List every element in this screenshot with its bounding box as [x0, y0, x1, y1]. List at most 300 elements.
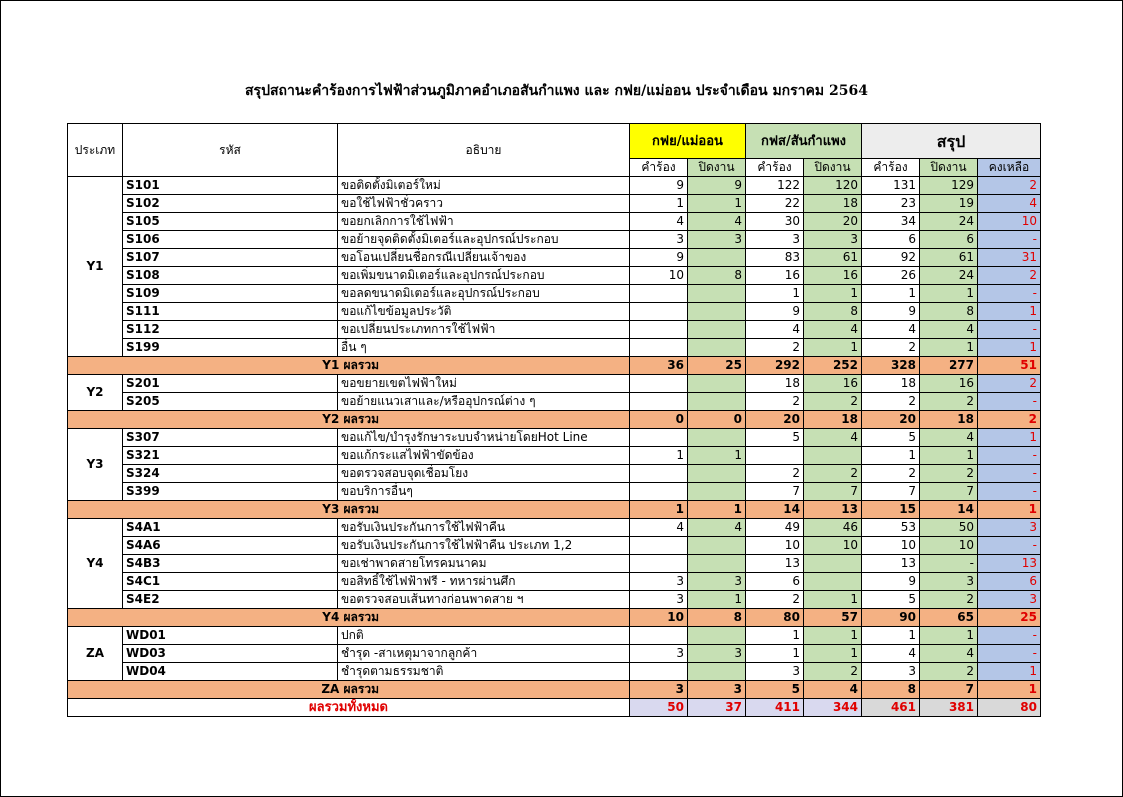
- row-value: -: [978, 537, 1041, 555]
- row-value: [630, 393, 688, 411]
- row-value: 61: [804, 249, 862, 267]
- grand-total-value: 461: [862, 699, 920, 717]
- header-closed: ปิดงาน: [920, 159, 978, 177]
- subtotal-value: 57: [804, 609, 862, 627]
- row-value: 2: [746, 465, 804, 483]
- row-value: 4: [920, 429, 978, 447]
- row-code: S106: [123, 231, 338, 249]
- header-office2: กฟส/สันกำแพง: [746, 124, 862, 159]
- row-value: 2: [746, 339, 804, 357]
- row-description: ขอย้ายแนวเสาและ/หรืออุปกรณ์ต่าง ๆ: [338, 393, 630, 411]
- row-value: 2: [804, 663, 862, 681]
- row-value: 16: [804, 267, 862, 285]
- row-value: [630, 429, 688, 447]
- table-row: [68, 177, 1041, 195]
- row-value: 1: [688, 447, 746, 465]
- row-value: 3: [688, 645, 746, 663]
- row-value: -: [978, 447, 1041, 465]
- row-value: 4: [804, 429, 862, 447]
- row-value: 131: [862, 177, 920, 195]
- row-value: [630, 339, 688, 357]
- grand-total-value: 80: [978, 699, 1041, 717]
- row-code: S321: [123, 447, 338, 465]
- row-description: ขอเช่าพาดสายโทรคมนาคม: [338, 555, 630, 573]
- row-value: [688, 375, 746, 393]
- row-description: ขอแก้ไขข้อมูลประวัติ: [338, 303, 630, 321]
- row-value: 46: [804, 519, 862, 537]
- row-value: 16: [920, 375, 978, 393]
- header-code: รหัส: [123, 124, 338, 177]
- table-row: [68, 663, 1041, 681]
- row-value: -: [978, 627, 1041, 645]
- subtotal-value: 0: [688, 411, 746, 429]
- row-code: WD03: [123, 645, 338, 663]
- table-row: [68, 321, 1041, 339]
- row-description: ขอลดขนาดมิเตอร์และอุปกรณ์ประกอบ: [338, 285, 630, 303]
- row-value: [630, 303, 688, 321]
- report-title: สรุปสถานะคำร้องการไฟฟ้าส่วนภูมิภาคอำเภอสันกำแพง และ กฟย/แม่ออน ประจำเดือน มกราคม 2564: [245, 83, 868, 99]
- row-value: 50: [920, 519, 978, 537]
- row-value: 1: [862, 447, 920, 465]
- row-code: WD04: [123, 663, 338, 681]
- row-value: [630, 483, 688, 501]
- row-value: 2: [978, 375, 1041, 393]
- row-value: 9: [862, 303, 920, 321]
- table-row: [68, 375, 1041, 393]
- row-value: 2: [804, 465, 862, 483]
- table-row: [68, 519, 1041, 537]
- row-code: S324: [123, 465, 338, 483]
- table-row: [68, 339, 1041, 357]
- group-label: Y2: [68, 375, 123, 411]
- row-description: ขอแก้กระแสไฟฟ้าขัดข้อง: [338, 447, 630, 465]
- subtotal-value: 4: [804, 681, 862, 699]
- subtotal-value: 13: [804, 501, 862, 519]
- summary-table: [67, 123, 1041, 717]
- row-value: 18: [862, 375, 920, 393]
- row-code: S201: [123, 375, 338, 393]
- row-value: 2: [804, 393, 862, 411]
- subtotal-value: 252: [804, 357, 862, 375]
- row-value: 3: [862, 663, 920, 681]
- header-type: ประเภท: [68, 124, 123, 177]
- row-value: 1: [978, 303, 1041, 321]
- row-code: S107: [123, 249, 338, 267]
- row-code: S4C1: [123, 573, 338, 591]
- table-row: [68, 195, 1041, 213]
- row-value: 3: [630, 645, 688, 663]
- row-code: S4A6: [123, 537, 338, 555]
- subtotal-label: Y2 ผลรวม: [68, 411, 630, 429]
- row-code: S105: [123, 213, 338, 231]
- row-value: [630, 555, 688, 573]
- row-value: 1: [804, 627, 862, 645]
- row-value: [688, 339, 746, 357]
- row-code: S109: [123, 285, 338, 303]
- table-row: [68, 231, 1041, 249]
- row-description: ขอรับเงินประกันการใช้ไฟฟ้าคืน ประเภท 1,2: [338, 537, 630, 555]
- subtotal-value: 51: [978, 357, 1041, 375]
- row-value: 2: [862, 339, 920, 357]
- subtotal-value: 1: [978, 501, 1041, 519]
- subtotal-value: 15: [862, 501, 920, 519]
- header-req: คำร้อง: [746, 159, 804, 177]
- row-value: 13: [978, 555, 1041, 573]
- row-value: 129: [920, 177, 978, 195]
- subtotal-value: 1: [630, 501, 688, 519]
- header-office1: กฟย/แม่ออน: [630, 124, 746, 159]
- table-row: [68, 285, 1041, 303]
- row-value: 10: [630, 267, 688, 285]
- row-value: 2: [920, 663, 978, 681]
- row-value: 24: [920, 267, 978, 285]
- row-value: 4: [920, 321, 978, 339]
- row-value: 1: [978, 663, 1041, 681]
- row-value: 1: [630, 447, 688, 465]
- row-value: 22: [746, 195, 804, 213]
- subtotal-label: Y4 ผลรวม: [68, 609, 630, 627]
- row-description: ขอยกเลิกการใช้ไฟฟ้า: [338, 213, 630, 231]
- row-description: ขอรับเงินประกันการใช้ไฟฟ้าคืน: [338, 519, 630, 537]
- row-value: 5: [862, 429, 920, 447]
- row-value: 3: [630, 573, 688, 591]
- row-value: 2: [746, 591, 804, 609]
- row-value: 1: [920, 339, 978, 357]
- row-value: 4: [688, 213, 746, 231]
- row-value: 4: [630, 213, 688, 231]
- subtotal-value: 3: [688, 681, 746, 699]
- row-description: อื่น ๆ: [338, 339, 630, 357]
- row-value: 1: [746, 645, 804, 663]
- row-description: ขอบริการอื่นๆ: [338, 483, 630, 501]
- row-value: 16: [804, 375, 862, 393]
- row-value: 1: [746, 627, 804, 645]
- row-description: ขอเพิ่มขนาดมิเตอร์และอุปกรณ์ประกอบ: [338, 267, 630, 285]
- row-value: 4: [630, 519, 688, 537]
- subtotal-value: 8: [862, 681, 920, 699]
- subtotal-value: 14: [746, 501, 804, 519]
- row-description: ขอแก้ไข/บำรุงรักษาระบบจำหน่ายโดยHot Line: [338, 429, 630, 447]
- row-value: 4: [688, 519, 746, 537]
- row-value: 23: [862, 195, 920, 213]
- subtotal-row: [68, 681, 1041, 699]
- row-value: -: [978, 231, 1041, 249]
- row-value: 1: [688, 591, 746, 609]
- row-description: ขอเปลี่ยนประเภทการใช้ไฟฟ้า: [338, 321, 630, 339]
- row-code: S205: [123, 393, 338, 411]
- row-value: [630, 285, 688, 303]
- row-code: S399: [123, 483, 338, 501]
- row-value: [630, 537, 688, 555]
- header-desc: อธิบาย: [338, 124, 630, 177]
- grand-total-value: 50: [630, 699, 688, 717]
- row-value: [804, 573, 862, 591]
- row-description: ชำรุด -สาเหตุมาจากลูกค้า: [338, 645, 630, 663]
- subtotal-value: 1: [688, 501, 746, 519]
- row-value: 3: [746, 663, 804, 681]
- row-value: 92: [862, 249, 920, 267]
- row-value: 26: [862, 267, 920, 285]
- row-value: 8: [920, 303, 978, 321]
- subtotal-label: Y3 ผลรวม: [68, 501, 630, 519]
- subtotal-row: [68, 411, 1041, 429]
- table-row: [68, 555, 1041, 573]
- row-value: 6: [920, 231, 978, 249]
- subtotal-value: 10: [630, 609, 688, 627]
- subtotal-value: 20: [746, 411, 804, 429]
- row-value: -: [978, 483, 1041, 501]
- table-row: [68, 429, 1041, 447]
- row-value: 1: [804, 339, 862, 357]
- row-value: 3: [920, 573, 978, 591]
- row-value: 2: [978, 267, 1041, 285]
- row-description: ขอย้ายจุดติดตั้งมิเตอร์และอุปกรณ์ประกอบ: [338, 231, 630, 249]
- subtotal-value: 14: [920, 501, 978, 519]
- row-value: 61: [920, 249, 978, 267]
- row-description: ชำรุดตามธรรมชาติ: [338, 663, 630, 681]
- row-value: 2: [920, 465, 978, 483]
- row-value: 1: [920, 627, 978, 645]
- row-value: 4: [862, 645, 920, 663]
- row-value: 1: [920, 447, 978, 465]
- row-code: S4A1: [123, 519, 338, 537]
- row-code: S102: [123, 195, 338, 213]
- row-value: 30: [746, 213, 804, 231]
- row-value: 18: [804, 195, 862, 213]
- row-value: 3: [804, 231, 862, 249]
- row-value: [688, 537, 746, 555]
- row-description: ขอติดตั้งมิเตอร์ใหม่: [338, 177, 630, 195]
- row-code: S108: [123, 267, 338, 285]
- row-value: 19: [920, 195, 978, 213]
- grand-total-value: 344: [804, 699, 862, 717]
- row-code: S112: [123, 321, 338, 339]
- row-value: 9: [688, 177, 746, 195]
- row-value: 1: [746, 285, 804, 303]
- row-value: -: [978, 645, 1041, 663]
- row-value: 3: [630, 591, 688, 609]
- row-value: [630, 663, 688, 681]
- row-code: S4E2: [123, 591, 338, 609]
- subtotal-value: 25: [978, 609, 1041, 627]
- row-value: 8: [804, 303, 862, 321]
- row-value: [688, 627, 746, 645]
- row-value: 7: [804, 483, 862, 501]
- row-value: [688, 465, 746, 483]
- subtotal-value: 8: [688, 609, 746, 627]
- row-value: 9: [630, 177, 688, 195]
- row-value: 1: [978, 429, 1041, 447]
- subtotal-row: [68, 357, 1041, 375]
- row-value: 7: [862, 483, 920, 501]
- table-row: [68, 249, 1041, 267]
- row-value: 1: [804, 591, 862, 609]
- row-value: 1: [862, 285, 920, 303]
- row-value: [804, 555, 862, 573]
- subtotal-label: ZA ผลรวม: [68, 681, 630, 699]
- subtotal-value: 18: [920, 411, 978, 429]
- row-description: ปกติ: [338, 627, 630, 645]
- row-value: 10: [862, 537, 920, 555]
- header-summary: สรุป: [862, 124, 1041, 159]
- grand-total-label: ผลรวมทั้งหมด: [68, 699, 630, 717]
- row-code: S101: [123, 177, 338, 195]
- row-value: 4: [804, 321, 862, 339]
- row-value: 2: [862, 465, 920, 483]
- row-value: 7: [920, 483, 978, 501]
- row-value: 1: [804, 285, 862, 303]
- header-closed: ปิดงาน: [804, 159, 862, 177]
- row-value: 3: [630, 231, 688, 249]
- row-value: 4: [920, 645, 978, 663]
- row-value: 3: [688, 231, 746, 249]
- row-value: 1: [920, 285, 978, 303]
- header-closed: ปิดงาน: [688, 159, 746, 177]
- row-value: 3: [688, 573, 746, 591]
- row-value: 8: [688, 267, 746, 285]
- group-label: Y3: [68, 429, 123, 501]
- row-value: [688, 249, 746, 267]
- group-label: ZA: [68, 627, 123, 681]
- row-value: [688, 303, 746, 321]
- row-value: 13: [862, 555, 920, 573]
- row-value: 4: [746, 321, 804, 339]
- header-req: คำร้อง: [630, 159, 688, 177]
- row-value: 3: [978, 519, 1041, 537]
- row-value: [688, 663, 746, 681]
- subtotal-value: 90: [862, 609, 920, 627]
- row-code: S307: [123, 429, 338, 447]
- row-value: 10: [804, 537, 862, 555]
- row-value: 9: [862, 573, 920, 591]
- row-code: S111: [123, 303, 338, 321]
- subtotal-value: 20: [862, 411, 920, 429]
- table-row: [68, 213, 1041, 231]
- row-value: 6: [978, 573, 1041, 591]
- row-value: 13: [746, 555, 804, 573]
- table-row: [68, 465, 1041, 483]
- subtotal-label: Y1 ผลรวม: [68, 357, 630, 375]
- row-value: 2: [862, 393, 920, 411]
- row-code: WD01: [123, 627, 338, 645]
- row-value: 1: [630, 195, 688, 213]
- header-req: คำร้อง: [862, 159, 920, 177]
- row-value: [688, 285, 746, 303]
- row-description: ขอขยายเขตไฟฟ้าใหม่: [338, 375, 630, 393]
- table-row: [68, 573, 1041, 591]
- row-value: -: [978, 465, 1041, 483]
- row-value: 53: [862, 519, 920, 537]
- row-value: 7: [746, 483, 804, 501]
- table-row: [68, 303, 1041, 321]
- subtotal-value: 7: [920, 681, 978, 699]
- row-code: S4B3: [123, 555, 338, 573]
- row-value: [630, 465, 688, 483]
- subtotal-value: 328: [862, 357, 920, 375]
- grand-total-row: [68, 699, 1041, 717]
- row-value: 16: [746, 267, 804, 285]
- row-value: 2: [920, 591, 978, 609]
- row-value: 9: [746, 303, 804, 321]
- row-value: 6: [746, 573, 804, 591]
- row-value: 10: [978, 213, 1041, 231]
- row-value: 1: [688, 195, 746, 213]
- subtotal-value: 5: [746, 681, 804, 699]
- table-row: [68, 447, 1041, 465]
- group-label: Y4: [68, 519, 123, 609]
- row-value: 10: [920, 537, 978, 555]
- subtotal-value: 80: [746, 609, 804, 627]
- row-value: [630, 375, 688, 393]
- table-row: [68, 537, 1041, 555]
- row-value: [688, 555, 746, 573]
- subtotal-value: 292: [746, 357, 804, 375]
- table-row: [68, 591, 1041, 609]
- row-value: [630, 627, 688, 645]
- row-value: [688, 483, 746, 501]
- table-row: [68, 267, 1041, 285]
- row-value: 83: [746, 249, 804, 267]
- row-value: 4: [862, 321, 920, 339]
- subtotal-value: 25: [688, 357, 746, 375]
- row-value: 3: [978, 591, 1041, 609]
- row-value: 10: [746, 537, 804, 555]
- grand-total-value: 381: [920, 699, 978, 717]
- subtotal-value: 1: [978, 681, 1041, 699]
- group-label: Y1: [68, 177, 123, 357]
- row-description: ขอสิทธิ์ใช้ไฟฟ้าฟรี - ทหารผ่านศึก: [338, 573, 630, 591]
- row-value: 18: [746, 375, 804, 393]
- row-value: 2: [978, 177, 1041, 195]
- row-value: 3: [746, 231, 804, 249]
- row-value: 9: [630, 249, 688, 267]
- table-row: [68, 627, 1041, 645]
- row-code: S199: [123, 339, 338, 357]
- table-row: [68, 483, 1041, 501]
- row-description: ขอใช้ไฟฟ้าชั่วคราว: [338, 195, 630, 213]
- table-row: [68, 393, 1041, 411]
- subtotal-row: [68, 501, 1041, 519]
- row-value: 5: [746, 429, 804, 447]
- grand-total-value: 37: [688, 699, 746, 717]
- row-value: 5: [862, 591, 920, 609]
- table-row: [68, 645, 1041, 663]
- row-value: 120: [804, 177, 862, 195]
- row-value: [688, 429, 746, 447]
- subtotal-value: 277: [920, 357, 978, 375]
- row-description: ขอตรวจสอบจุดเชื่อมโยง: [338, 465, 630, 483]
- row-value: 34: [862, 213, 920, 231]
- subtotal-value: 0: [630, 411, 688, 429]
- subtotal-value: 18: [804, 411, 862, 429]
- row-value: [630, 321, 688, 339]
- header-remain: คงเหลือ: [978, 159, 1041, 177]
- row-value: 49: [746, 519, 804, 537]
- subtotal-value: 3: [630, 681, 688, 699]
- row-value: 1: [862, 627, 920, 645]
- subtotal-value: 36: [630, 357, 688, 375]
- row-value: 20: [804, 213, 862, 231]
- row-value: [804, 447, 862, 465]
- row-value: 2: [746, 393, 804, 411]
- row-value: 122: [746, 177, 804, 195]
- row-value: -: [920, 555, 978, 573]
- row-value: 4: [978, 195, 1041, 213]
- subtotal-value: 65: [920, 609, 978, 627]
- row-value: 2: [920, 393, 978, 411]
- subtotal-row: [68, 609, 1041, 627]
- row-value: 24: [920, 213, 978, 231]
